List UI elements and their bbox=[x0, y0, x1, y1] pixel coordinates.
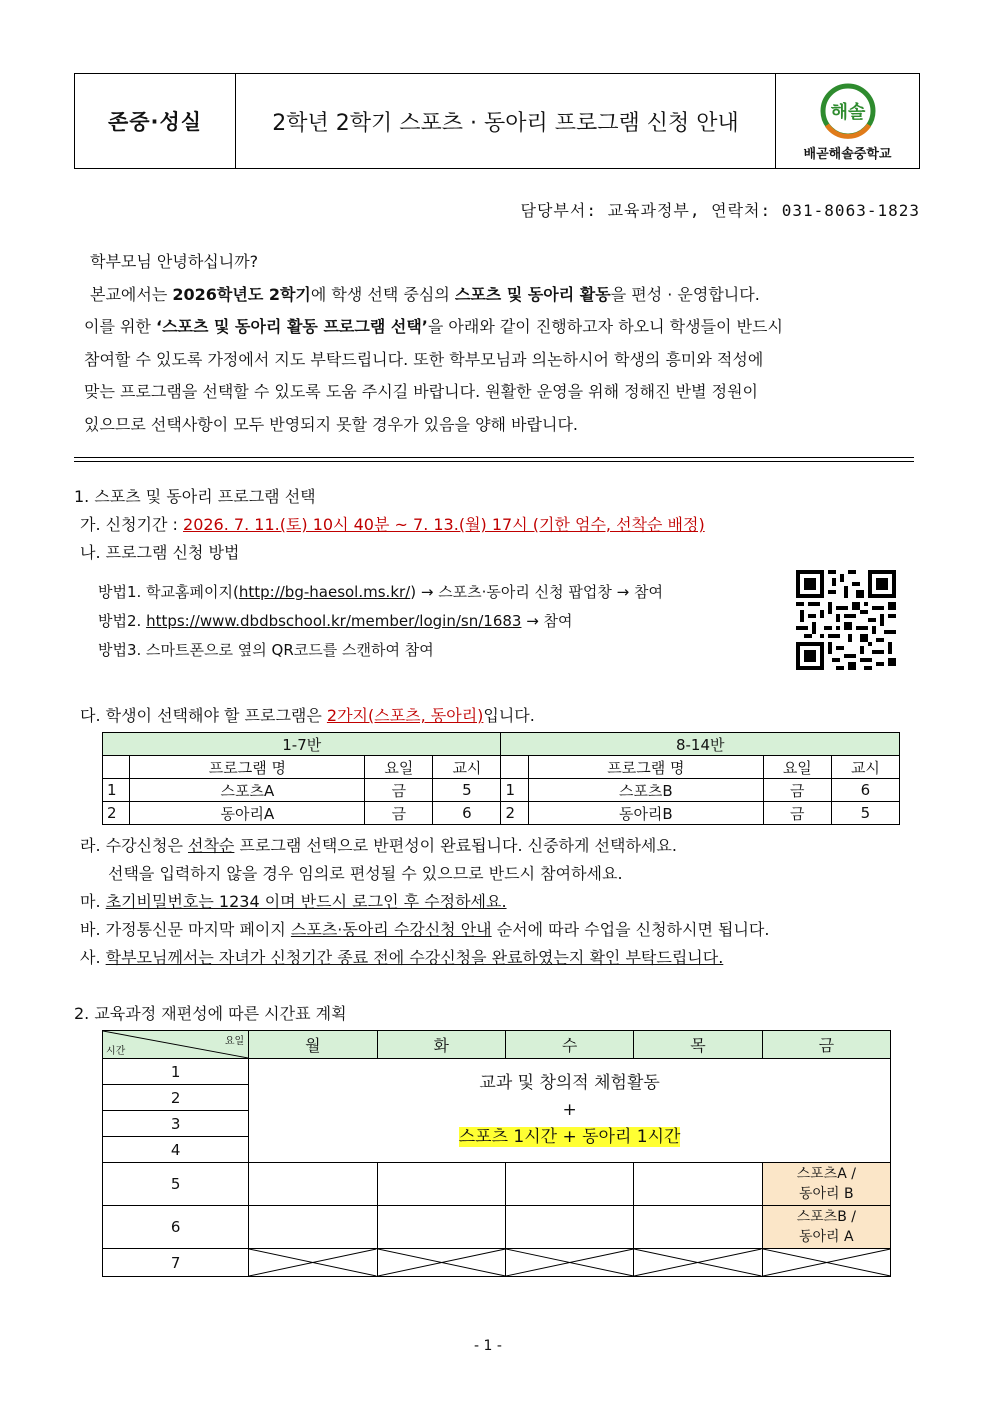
period-label: 4 bbox=[103, 1137, 249, 1163]
qr-code-icon[interactable] bbox=[796, 570, 896, 670]
intro-line-1: 본교에서는 2026학년도 2학기에 학생 선택 중심의 스포츠 및 동아리 활동을 편성 · 운영합니다. bbox=[90, 284, 760, 304]
school-name: 배곧해솔중학교 bbox=[803, 146, 892, 162]
school-motto: 존중·성실 bbox=[75, 74, 236, 168]
intro-line-3: 참여할 수 있도록 가정에서 지도 부탁드립니다. 또한 학부모님과 의논하시어 학생의 흥미와 적성에 bbox=[84, 349, 764, 369]
friday-period-6: 스포츠B / 동아리 A bbox=[762, 1206, 890, 1249]
contact-info: 담당부서: 교육과정부, 연락처: 031-8063-1823 bbox=[520, 201, 920, 220]
col-name: 프로그램 명 bbox=[528, 756, 763, 779]
timetable-corner: 요일 시간 bbox=[103, 1031, 249, 1059]
group-header-2: 8-14반 bbox=[501, 733, 900, 756]
table-row: 2 동아리A 금 6 2 동아리B 금 5 bbox=[103, 802, 900, 825]
section1-heading: 1. 스포츠 및 동아리 프로그램 선택 bbox=[74, 487, 316, 506]
period-label: 5 bbox=[103, 1163, 249, 1206]
dbdbschool-link[interactable]: https://www.dbdbschool.kr/member/login/sn/1683 bbox=[146, 612, 522, 630]
intro-line-4: 맞는 프로그램을 선택할 수 있도록 도움 주시길 바랍니다. 원활한 운영을 위해 정해진 반별 정원이 bbox=[84, 382, 758, 401]
greeting: 학부모님 안녕하십니까? bbox=[90, 252, 259, 271]
programs-note: 다. 학생이 선택해야 할 프로그램은 2가지(스포츠, 동아리)입니다. bbox=[80, 706, 535, 725]
apply-method-heading: 나. 프로그램 신청 방법 bbox=[80, 543, 240, 562]
period-label: 1 bbox=[103, 1059, 249, 1085]
divider-bottom bbox=[74, 461, 914, 462]
school-logo bbox=[776, 74, 919, 168]
empty-cell-crossed bbox=[377, 1249, 505, 1277]
header-box bbox=[74, 73, 920, 169]
logo-text: 해솔 bbox=[830, 101, 865, 123]
period-label: 6 bbox=[103, 1206, 249, 1249]
col-day: 요일 bbox=[365, 756, 433, 779]
program-table bbox=[102, 732, 900, 825]
group-header-1: 1-7반 bbox=[103, 733, 501, 756]
logo-emblem-icon bbox=[815, 81, 881, 141]
method-1: 방법1. 학교홈페이지(http://bg-haesol.ms.kr/) → 스포츠·동아리 신청 팝업창 → 참여 bbox=[98, 583, 663, 601]
note-ra-2: 선택을 입력하지 않을 경우 임의로 편성될 수 있으므로 반드시 참여하세요. bbox=[108, 864, 623, 883]
page-title: 2학년 2학기 스포츠 · 동아리 프로그램 신청 안내 bbox=[236, 74, 776, 168]
school-homepage-link[interactable]: http://bg-haesol.ms.kr/ bbox=[238, 583, 411, 601]
note-ma: 마. 초기비밀번호는 1234 이며 반드시 로그인 후 수정하세요. bbox=[80, 892, 507, 911]
empty-cell-crossed bbox=[249, 1249, 377, 1277]
merged-block: 교과 및 창의적 체험활동 + 스포츠 1시간 + 동아리 1시간 bbox=[249, 1059, 891, 1163]
divider-top bbox=[74, 457, 914, 458]
note-ra: 라. 수강신청은 선착순 프로그램 선택으로 반편성이 완료됩니다. 신중하게 선택하세요. bbox=[80, 836, 677, 855]
highlighted-hours: 스포츠 1시간 + 동아리 1시간 bbox=[458, 1127, 681, 1147]
day-header: 화 bbox=[377, 1031, 505, 1059]
col-period: 교시 bbox=[831, 756, 899, 779]
method-3: 방법3. 스마트폰으로 옆의 QR코드를 스캔하여 참여 bbox=[98, 641, 434, 659]
intro-line-5: 있으므로 선택사항이 모두 반영되지 못할 경우가 있음을 양해 바랍니다. bbox=[84, 414, 578, 434]
apply-period-value: 2026. 7. 11.(토) 10시 40분 ~ 7. 13.(월) 17시 (기한 엄수, 선착순 배정) bbox=[183, 515, 705, 534]
col-day: 요일 bbox=[763, 756, 831, 779]
period-label: 7 bbox=[103, 1249, 249, 1277]
intro-paragraph bbox=[84, 246, 906, 441]
page-number: - 1 - bbox=[474, 1338, 502, 1354]
day-header: 수 bbox=[505, 1031, 633, 1059]
col-name: 프로그램 명 bbox=[130, 756, 365, 779]
period-label: 3 bbox=[103, 1111, 249, 1137]
empty-cell-crossed bbox=[634, 1249, 762, 1277]
method-2: 방법2. https://www.dbdbschool.kr/member/login/sn/1683 → 참여 bbox=[98, 612, 573, 630]
section2-heading: 2. 교육과정 재편성에 따른 시간표 계획 bbox=[74, 1004, 347, 1023]
table-row: 1 스포츠A 금 5 1 스포츠B 금 6 bbox=[103, 779, 900, 802]
intro-line-2: 이를 위한 ‘스포츠 및 동아리 활동 프로그램 선택’을 아래와 같이 진행하고자 하오니 학생들이 반드시 bbox=[84, 317, 783, 336]
empty-cell-crossed bbox=[762, 1249, 890, 1277]
period-label: 2 bbox=[103, 1085, 249, 1111]
day-header: 목 bbox=[634, 1031, 762, 1059]
note-ba: 바. 가정통신문 마지막 페이지 스포츠·동아리 수강신청 안내 순서에 따라 수업을 신청하시면 됩니다. bbox=[80, 920, 770, 939]
day-header: 금 bbox=[762, 1031, 890, 1059]
friday-period-5: 스포츠A / 동아리 B bbox=[762, 1163, 890, 1206]
col-period: 교시 bbox=[433, 756, 501, 779]
apply-period: 가. 신청기간 : 2026. 7. 11.(토) 10시 40분 ~ 7. 13.(월) 17시 (기한 엄수, 선착순 배정) bbox=[80, 515, 705, 534]
note-sa: 사. 학부모님께서는 자녀가 신청기간 종료 전에 수강신청을 완료하였는지 확인 부탁드립니다. bbox=[80, 948, 724, 967]
day-header: 월 bbox=[249, 1031, 377, 1059]
timetable bbox=[102, 1030, 891, 1277]
empty-cell-crossed bbox=[505, 1249, 633, 1277]
